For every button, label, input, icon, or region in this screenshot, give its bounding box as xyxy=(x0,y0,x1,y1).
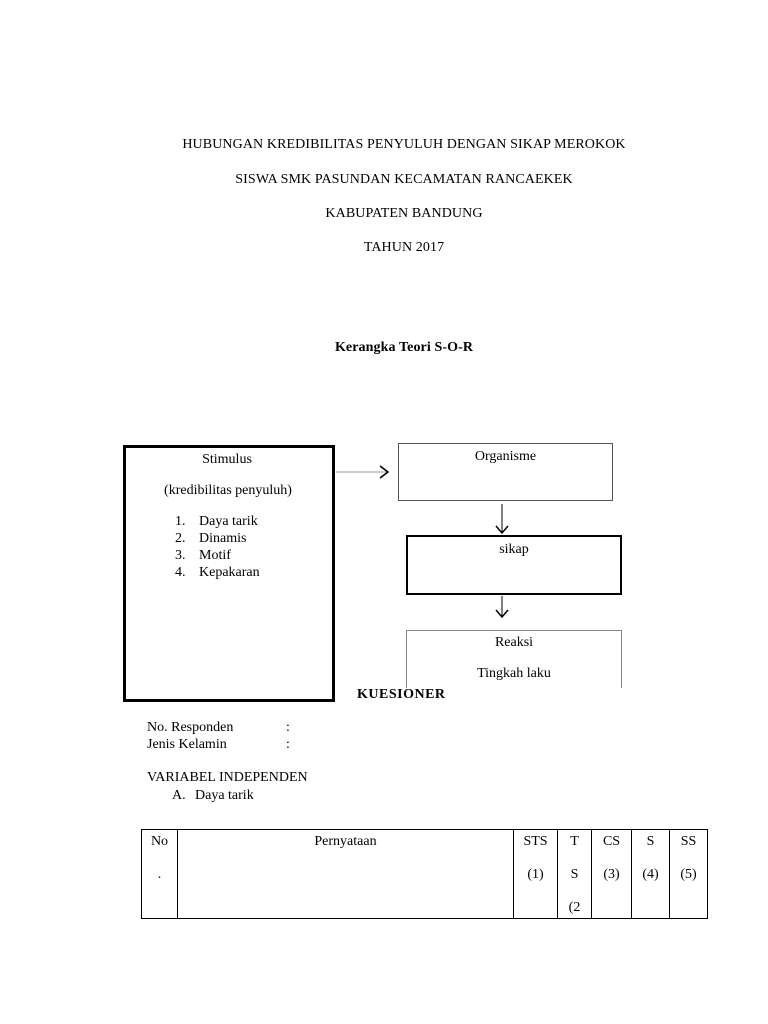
arrow-stimulus-to-organisme xyxy=(336,466,388,478)
table-header-row xyxy=(142,830,708,919)
stimulus-item: 4. Kepakaran xyxy=(175,565,260,580)
title-line-4: TAHUN 2017 xyxy=(363,240,445,255)
questionnaire-table xyxy=(141,829,708,919)
col-cs: CS (3) xyxy=(592,830,632,919)
col-ss: SS (5) xyxy=(670,830,708,919)
reaksi-label: Reaksi xyxy=(494,635,534,650)
title-line-1: HUBUNGAN KREDIBILITAS PENYULUH DENGAN SIKAP MEROKOK xyxy=(182,137,626,152)
field-label-jenis-kelamin: Jenis Kelamin xyxy=(147,737,227,752)
col-ts: T S (2 xyxy=(558,830,592,919)
stimulus-item: 2. Dinamis xyxy=(175,531,247,546)
stimulus-item: 1. Daya tarik xyxy=(175,514,258,529)
kuesioner-heading: KUESIONER xyxy=(357,687,446,702)
organisme-label: Organisme xyxy=(474,449,537,464)
col-pernyataan: Pernyataan xyxy=(178,830,514,919)
stimulus-item: 3. Motif xyxy=(175,548,231,563)
sikap-label: sikap xyxy=(499,542,529,557)
col-no: No . xyxy=(142,830,178,919)
variable-heading: VARIABEL INDEPENDEN xyxy=(147,770,308,785)
col-sts: STS (1) xyxy=(514,830,558,919)
section-letter: A. xyxy=(172,788,186,803)
field-separator: : xyxy=(286,720,290,735)
title-line-2: SISWA SMK PASUNDAN KECAMATAN RANCAEKEK xyxy=(235,172,573,187)
section-label: Daya tarik xyxy=(195,788,254,803)
diagram-heading: Kerangka Teori S-O-R xyxy=(334,340,474,355)
stimulus-subtitle: (kredibilitas penyuluh) xyxy=(164,483,292,498)
field-separator: : xyxy=(286,737,290,752)
title-line-3: KABUPATEN BANDUNG xyxy=(325,206,483,221)
field-label-responden: No. Responden xyxy=(147,720,234,735)
col-s: S (4) xyxy=(632,830,670,919)
arrow-organisme-to-sikap xyxy=(496,504,508,533)
tingkah-laku-label: Tingkah laku xyxy=(477,666,551,681)
stimulus-title: Stimulus xyxy=(202,452,252,467)
arrow-sikap-to-reaksi xyxy=(496,596,508,617)
